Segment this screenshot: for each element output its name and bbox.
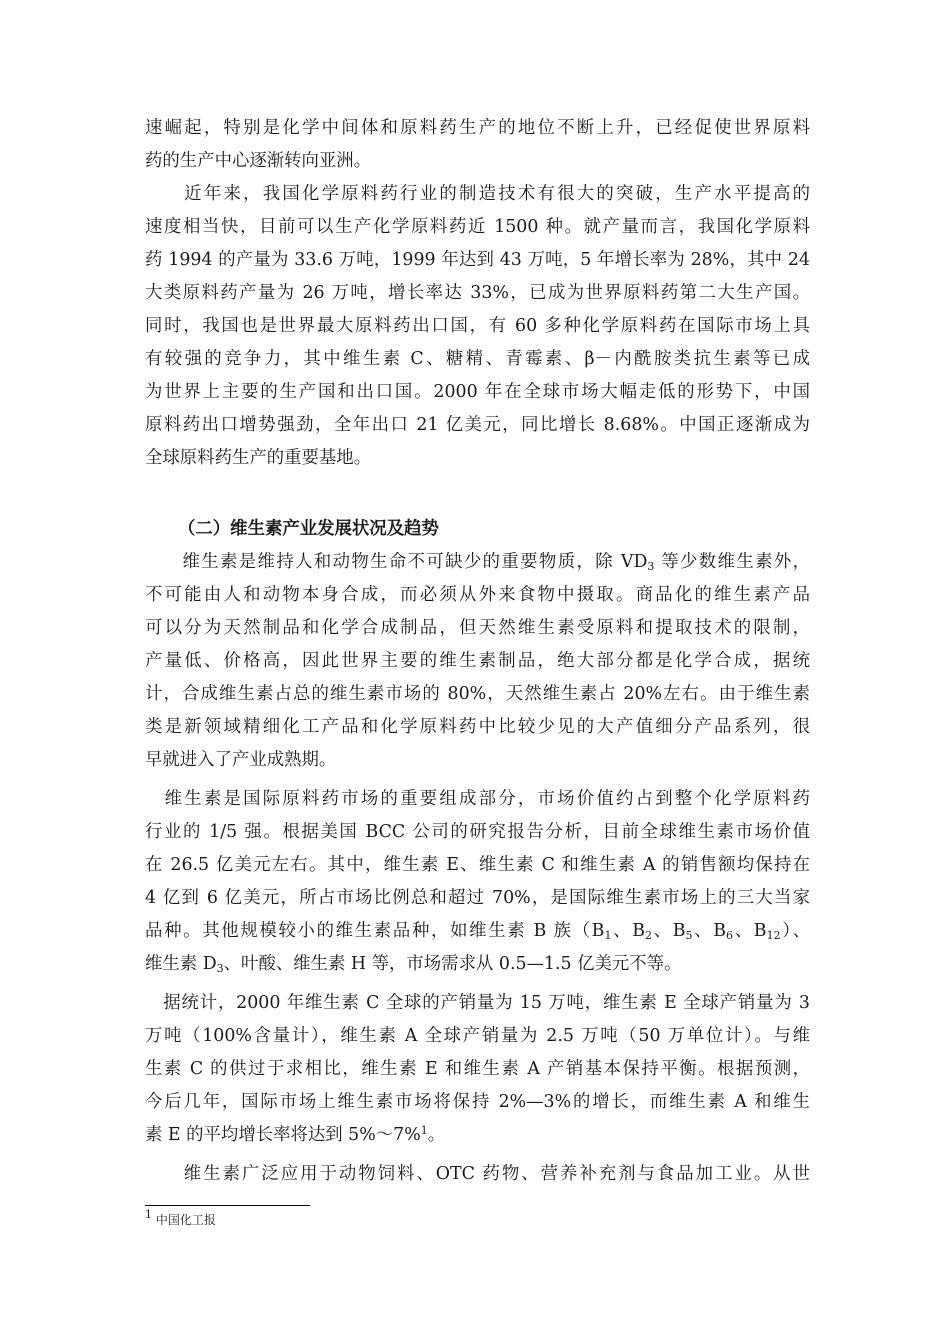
body-line: 可以分为天然制品和化学合成制品，但天然维生素受原料和提取技术的限制，: [145, 618, 810, 638]
body-line: 维生素广泛应用于动物饲料、OTC 药物、营养补充剂与食品加工业。从世: [145, 1164, 810, 1184]
body-line: 在 26.5 亿美元左右。其中，维生素 E、维生素 C 和维生素 A 的销售额均保持在: [145, 855, 810, 875]
body-line: 有较强的竞争力，其中维生素 C、糖精、青霉素、β－内酰胺类抗生素等已成: [145, 349, 810, 369]
text-run: ）、: [780, 921, 810, 941]
body-line: 近年来，我国化学原料药行业的制造技术有很大的突破，生产水平提高的: [145, 184, 810, 204]
subscript: 6: [726, 929, 734, 942]
subscript: 3: [216, 962, 224, 975]
subscript: 5: [685, 929, 693, 942]
text-run: 维生素 D: [145, 954, 217, 974]
body-line: 类是新领域精细化工产品和化学原料药中比较少见的大产值细分产品系列，很: [145, 717, 810, 737]
body-line: 万吨（100%含量计），维生素 A 全球产销量为 2.5 万吨（50 万单位计）。与维: [145, 1026, 810, 1046]
text-run: 品种。其他规模较小的维生素品种，如维生素 B 族（B: [145, 921, 605, 941]
body-line: 药的生产中心逐渐转向亚洲。: [145, 151, 372, 171]
body-line: [145, 1124, 810, 1146]
body-line: 全球原料药生产的重要基地。: [145, 448, 372, 468]
body-line: 行业的 1/5 强。根据美国 BCC 公司的研究报告分析，目前全球维生素市场价值: [145, 822, 810, 842]
body-line: 为世界上主要的生产国和出口国。2000 年在全球市场大幅走低的形势下，中国: [145, 382, 810, 402]
text-run: 等少数维生素外，: [654, 552, 810, 572]
text-run: 、B: [611, 921, 645, 941]
body-line: [145, 953, 810, 975]
body-line: 据统计，2000 年维生素 C 全球的产销量为 15 万吨，维生素 E 全球产销量为 3: [145, 993, 810, 1013]
body-line: 同时，我国也是世界最大原料药出口国，有 60 多种化学原料药在国际市场上具: [145, 316, 810, 336]
body-line: 4 亿到 6 亿美元，所占市场比例总和超过 70%，是国际维生素市场上的三大当家: [145, 888, 810, 908]
body-line: 维生素是国际原料药市场的重要组成部分，市场价值约占到整个化学原料药: [145, 789, 810, 809]
body-line: 产量低、价格高，因此世界主要的维生素制品，绝大部分都是化学合成，据统: [145, 651, 810, 671]
body-line: 大类原料药产量为 26 万吨，增长率达 33%，已成为世界原料药第二大生产国。: [145, 283, 810, 303]
text-run: 、B: [733, 921, 767, 941]
body-line: [145, 920, 810, 942]
body-line: 速崛起，特别是化学中间体和原料药生产的地位不断上升，已经促使世界原料: [145, 118, 810, 138]
text-run: 素 E 的平均增长率将达到 5%～7%: [145, 1125, 421, 1145]
subscript: 12: [766, 929, 781, 942]
body-line: 速度相当快，目前可以生产化学原料药近 1500 种。就产量而言，我国化学原料: [145, 217, 810, 237]
footnote-reference: 1: [420, 1124, 428, 1137]
footnote-marker: 1: [145, 1208, 152, 1221]
subscript: 3: [647, 560, 655, 573]
footnote-text: 中国化工报: [152, 1213, 216, 1227]
section-heading: （二）维生素产业发展状况及趋势: [178, 519, 439, 539]
footnote: [145, 1208, 216, 1228]
subscript: 1: [604, 929, 612, 942]
text-run: 、B: [692, 921, 727, 941]
text-run: 、B: [651, 921, 686, 941]
body-line: 生素 C 的供过于求相比，维生素 E 和维生素 A 产销基本保持平衡。根据预测，: [145, 1059, 810, 1079]
body-line: 计，合成维生素占总的维生素市场的 80%，天然维生素占 20%左右。由于维生素: [145, 684, 810, 704]
body-line: [145, 551, 810, 573]
body-line: 药 1994 的产量为 33.6 万吨，1999 年达到 43 万吨，5 年增长率为 28%，其中 24: [145, 250, 810, 270]
text-run: 、叶酸、维生素 H 等，市场需求从 0.5—1.5 亿美元不等。: [223, 954, 682, 974]
body-line: 早就进入了产业成熟期。: [145, 750, 337, 770]
subscript: 2: [644, 929, 652, 942]
footnote-separator: [145, 1205, 310, 1206]
body-line: 原料药出口增势强劲，全年出口 21 亿美元，同比增长 8.68%。中国正逐渐成为: [145, 415, 810, 435]
text-run: 维生素是维持人和动物生命不可缺少的重要物质，除 VD: [145, 552, 648, 572]
text-run: 。: [427, 1125, 446, 1145]
body-line: 今后几年，国际市场上维生素市场将保持 2%—3%的增长，而维生素 A 和维生: [145, 1092, 810, 1112]
body-line: 不可能由人和动物本身合成，而必须从外来食物中摄取。商品化的维生素产品: [145, 585, 810, 605]
